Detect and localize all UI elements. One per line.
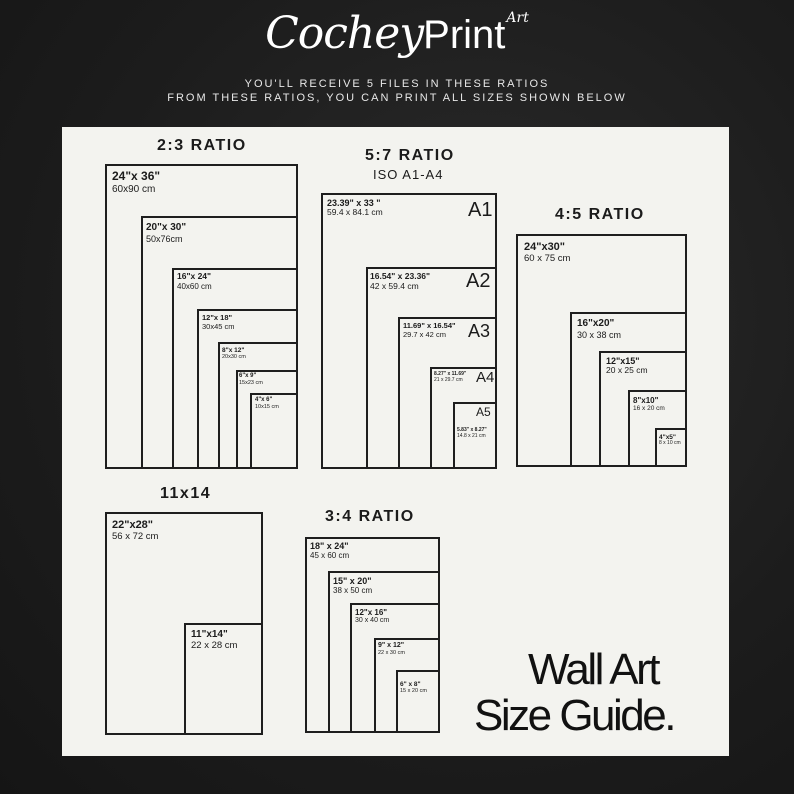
size-label: 16"x 24" 40x60 cm — [177, 271, 212, 291]
headline-line-1: Wall Art — [528, 645, 658, 694]
size-label: 4"x 6" 10x15 cm — [255, 397, 279, 410]
headline-line-2: Size Guide. — [474, 691, 674, 740]
size-label: 11"x14" 22 x 28 cm — [191, 629, 238, 651]
ratio-2-3-title: 2:3 RATIO — [157, 137, 247, 154]
brand-logo — [0, 8, 794, 59]
size-label: 8.27" x 11.69" 21 x 29.7 cm — [434, 371, 467, 383]
size-label: 20"x 30" 50x76cm — [146, 222, 187, 244]
ratio-11x14-title: 11x14 — [160, 485, 212, 502]
size-label: 5.83" x 8.27" 14.8 x 21 cm — [457, 427, 487, 439]
size-label: 12"x 18" 30x45 cm — [202, 313, 235, 331]
size-label: 15" x 20" 38 x 50 cm — [333, 576, 373, 596]
ratio-3-4-title: 3:4 RATIO — [325, 508, 415, 525]
size-label: 16.54" x 23.36" 42 x 59.4 cm — [370, 271, 431, 291]
size-label: 23.39" x 33 " 59.4 x 84.1 cm — [327, 198, 383, 218]
size-label: 8"x 12" 20x30 cm — [222, 347, 246, 361]
size-label: 16"x20" 30 x 38 cm — [577, 318, 622, 340]
size-label: 8"x10" 16 x 20 cm — [633, 396, 665, 413]
frame-6x8 — [396, 670, 440, 733]
size-label: 22"x28" 56 x 72 cm — [112, 519, 159, 542]
tagline-line-1: YOU'LL RECEIVE 5 FILES IN THESE RATIOS — [244, 78, 550, 90]
ratio-4-5-title: 4:5 RATIO — [555, 206, 645, 223]
iso-label: A2 — [466, 270, 491, 292]
iso-label: A5 — [476, 405, 491, 419]
brand-script: Cochey — [265, 8, 424, 59]
size-label: 24"x30" 60 x 75 cm — [524, 241, 571, 264]
size-label: 4"x5" 8 x 10 cm — [659, 434, 681, 447]
size-label: 18" x 24" 45 x 60 cm — [310, 541, 350, 561]
size-label: 11.69" x 16.54" 29.7 x 42 cm — [403, 321, 456, 339]
size-label: 12"x 16" 30 x 40 cm — [355, 608, 390, 625]
size-label: 24"x 36" 60x90 cm — [112, 169, 161, 195]
ratio-5-7-title: 5:7 RATIO — [365, 147, 455, 164]
size-label: 9" x 12" 22 x 30 cm — [378, 642, 405, 657]
size-label: 12"x15" 20 x 25 cm — [606, 356, 648, 376]
brand-sans: Print — [423, 13, 506, 57]
brand-sup: Art — [506, 10, 529, 26]
iso-label: A4 — [476, 369, 495, 386]
size-label: 6" x 8" 15 x 20 cm — [400, 681, 427, 695]
iso-label: A1 — [468, 199, 493, 221]
iso-label: A3 — [468, 321, 491, 341]
ratio-5-7-subtitle: ISO A1-A4 — [373, 167, 444, 182]
size-label: 6"x 9" 15x23 cm — [239, 373, 263, 386]
tagline-line-2: FROM THESE RATIOS, YOU CAN PRINT ALL SIZES SHOWN BELOW — [167, 92, 627, 104]
